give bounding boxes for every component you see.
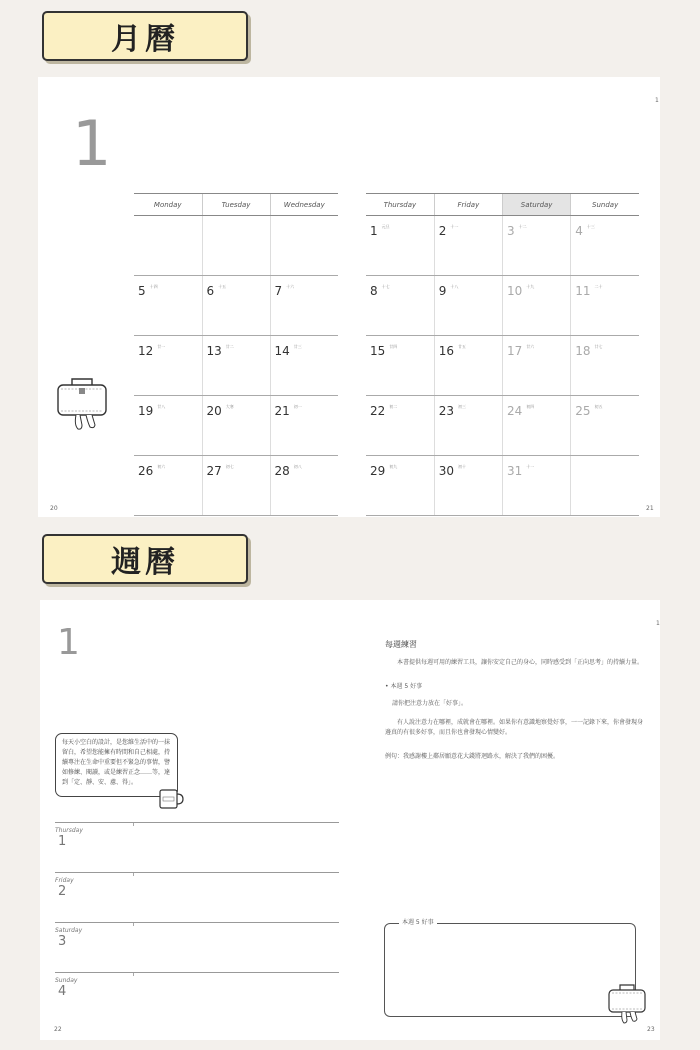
weekly-day-row[interactable] (55, 972, 339, 1023)
day-number (575, 224, 639, 238)
day-number (207, 404, 270, 418)
weekday-number: 4 (58, 984, 67, 999)
lunar-date: 初八 (293, 464, 302, 469)
day-number (575, 344, 639, 358)
mug-illustration (157, 786, 185, 810)
lunar-date: 十六 (286, 284, 295, 289)
corner-mark: 1 (655, 97, 659, 104)
good-things-box (384, 923, 636, 1017)
weekday-label: Thursday (55, 827, 83, 834)
day-number (275, 284, 339, 298)
day-value: 4 (575, 224, 583, 238)
lunar-date: 初七 (225, 464, 234, 469)
calendar-day-cell[interactable] (434, 276, 502, 336)
day-number (439, 464, 502, 478)
day-value: 23 (438, 404, 455, 418)
weekday-number: 3 (58, 934, 67, 949)
day-number (138, 284, 202, 298)
calendar-day-cell[interactable] (134, 336, 202, 396)
lunar-date: 十一 (526, 464, 535, 469)
day-number (507, 404, 570, 418)
lunar-date: 十三 (586, 224, 595, 229)
day-value: 5 (138, 284, 146, 298)
calendar-day-cell[interactable] (366, 216, 434, 276)
weekday-label: Saturday (55, 927, 83, 934)
day-value: 1 (370, 224, 378, 238)
day-number (207, 284, 270, 298)
calendar-day-cell[interactable] (202, 216, 270, 276)
day-value: 29 (370, 464, 386, 478)
lunar-date: 廿二 (225, 344, 234, 349)
weekday-header: Sunday (571, 194, 639, 216)
day-number (507, 344, 570, 358)
day-number (370, 224, 434, 238)
day-number (439, 224, 502, 238)
practice-paragraph-3: 有人說注意力在哪裡，成就會在哪裡。如果你有意識地察覺好事，一一記錄下來，你會發現身邊真的有很多好事，而且你也會發現心情變好。 (385, 719, 644, 736)
weekly-day-row[interactable] (55, 872, 339, 923)
calendar-day-cell[interactable] (434, 216, 502, 276)
monthly-section-tag: 月曆 (42, 11, 248, 61)
lunar-date: 十八 (450, 284, 459, 289)
weekly-page-number-left: 22 (54, 1026, 62, 1033)
day-number (275, 464, 339, 478)
calendar-day-cell[interactable] (503, 276, 571, 336)
day-value: 9 (438, 284, 447, 298)
page-number-left: 20 (50, 505, 58, 512)
calendar-day-cell[interactable] (270, 456, 338, 516)
suitcase-illustration (54, 369, 110, 435)
calendar-week-row (366, 216, 639, 276)
calendar-week-row (366, 396, 639, 456)
calendar-day-cell[interactable] (571, 336, 639, 396)
day-value: 27 (206, 464, 222, 478)
calendar-day-cell[interactable] (202, 276, 270, 336)
calendar-week-row (134, 336, 338, 396)
day-number (138, 464, 202, 478)
calendar-week-row (134, 456, 338, 516)
day-value: 3 (507, 224, 515, 238)
day-number (507, 224, 570, 238)
calendar-day-cell[interactable] (366, 396, 434, 456)
calendar-day-cell[interactable] (270, 396, 338, 456)
lunar-date: 廿一 (157, 344, 166, 349)
lunar-date: 二十 (594, 284, 603, 289)
weekly-day-row[interactable] (55, 922, 339, 973)
day-value: 19 (138, 404, 154, 418)
weekday-header: Monday (134, 194, 202, 216)
lunar-date: 廿五 (458, 344, 467, 349)
weekday-header: Tuesday (202, 194, 270, 216)
day-value: 2 (438, 224, 447, 238)
calendar-day-cell[interactable] (202, 456, 270, 516)
lunar-date: 廿六 (526, 344, 535, 349)
day-value: 24 (507, 404, 523, 418)
calendar-week-row (366, 276, 639, 336)
day-value: 18 (575, 344, 591, 358)
day-number (439, 284, 502, 298)
calendar-day-cell[interactable] (134, 456, 202, 516)
day-value: 13 (206, 344, 222, 358)
lunar-date: 初三 (458, 404, 467, 409)
weekly-page-number-right: 23 (647, 1026, 655, 1033)
lunar-date: 十九 (526, 284, 535, 289)
day-number (275, 404, 339, 418)
calendar-day-cell[interactable] (571, 396, 639, 456)
day-value: 28 (274, 464, 290, 478)
calendar-day-cell[interactable] (503, 336, 571, 396)
lunar-date: 十一 (450, 224, 459, 229)
weekday-label: Sunday (55, 977, 78, 984)
lunar-date: 十五 (218, 284, 227, 289)
lunar-date: 初九 (389, 464, 398, 469)
calendar-day-cell[interactable] (366, 336, 434, 396)
lunar-date: 廿四 (389, 344, 398, 349)
day-number (575, 284, 639, 298)
day-value: 20 (206, 404, 222, 418)
weekday-header: Thursday (366, 194, 434, 216)
practice-example: 例句：我感謝樓上鄰居願意花大錢將迴路水，解決了我們的困擾。 (385, 753, 560, 760)
day-value: 25 (575, 404, 591, 418)
day-number (207, 344, 270, 358)
day-value: 8 (370, 284, 378, 298)
calendar-day-cell[interactable] (134, 396, 202, 456)
calendar-week-row (134, 276, 338, 336)
weekday-header: Saturday (503, 194, 571, 216)
calendar-week-row (134, 216, 338, 276)
practice-title: 每週練習 (385, 640, 417, 649)
calendar-right (366, 193, 639, 516)
day-value: 14 (274, 344, 290, 358)
calendar-week-row (134, 396, 338, 456)
day-number (138, 344, 202, 358)
lunar-date: 元旦 (381, 224, 390, 229)
weekday-label: Friday (55, 877, 74, 884)
day-number (507, 284, 570, 298)
weekly-corner-mark: 1 (656, 620, 660, 627)
monthly-spread (38, 77, 660, 517)
calendar-day-cell[interactable] (503, 396, 571, 456)
calendar-day-cell[interactable] (202, 396, 270, 456)
suitcase-illustration-small (606, 982, 648, 1028)
lunar-date: 廿八 (157, 404, 166, 409)
day-value: 21 (274, 404, 290, 418)
lunar-date: 初二 (389, 404, 398, 409)
calendar-day-cell[interactable] (134, 216, 202, 276)
week-number: 1 (57, 622, 80, 663)
calendar-day-cell[interactable] (202, 336, 270, 396)
day-value: 26 (138, 464, 154, 478)
day-value: 6 (206, 284, 215, 298)
day-number (138, 404, 202, 418)
day-value: 15 (370, 344, 386, 358)
lunar-date: 初一 (293, 404, 302, 409)
day-number (370, 404, 434, 418)
day-number (370, 344, 434, 358)
calendar-day-cell[interactable] (366, 276, 434, 336)
practice-paragraph-2: 請你把注意力放在「好事」。 (392, 700, 468, 707)
day-value: 16 (438, 344, 455, 358)
calendar-day-cell[interactable] (270, 216, 338, 276)
day-value: 10 (507, 284, 523, 298)
calendar-day-cell[interactable] (503, 456, 571, 516)
calendar-day-cell[interactable] (571, 456, 639, 516)
calendar-day-cell[interactable] (270, 276, 338, 336)
lunar-date: 初十 (458, 464, 467, 469)
weekly-section-tag: 週曆 (42, 534, 248, 584)
lunar-date: 十七 (381, 284, 390, 289)
weekly-day-row[interactable] (55, 822, 339, 873)
day-value: 7 (274, 284, 283, 298)
weekday-number: 1 (58, 834, 67, 849)
day-value: 22 (370, 404, 386, 418)
calendar-day-cell[interactable] (434, 336, 502, 396)
day-number (370, 464, 434, 478)
lunar-date: 廿七 (594, 344, 603, 349)
calendar-day-cell[interactable] (571, 216, 639, 276)
calendar-day-cell[interactable] (503, 216, 571, 276)
lunar-date: 廿三 (293, 344, 302, 349)
day-value: 11 (575, 284, 591, 298)
practice-bullet: • 本週 5 好事 (385, 683, 423, 690)
day-number (439, 404, 502, 418)
calendar-day-cell[interactable] (270, 336, 338, 396)
calendar-day-cell[interactable] (434, 396, 502, 456)
page-number-right: 21 (646, 505, 654, 512)
month-number: 1 (72, 107, 112, 180)
day-number (207, 464, 270, 478)
good-things-box-title: 本週 5 好事 (399, 917, 437, 926)
calendar-day-cell[interactable] (434, 456, 502, 516)
calendar-week-row (366, 456, 639, 516)
day-number (575, 404, 639, 418)
day-value: 30 (438, 464, 455, 478)
weekday-header: Wednesday (270, 194, 338, 216)
day-number (370, 284, 434, 298)
practice-paragraph-1: 本書提供每週可用的練習工具，讓你安定自己的身心，同時感受到「正向思考」的持續力量。 (397, 659, 644, 666)
note-text: 每天小空白的設計，是您維生活中的一抹留白，希望您能擁有時間和自己相處，持續專注在生命中重要但不緊急的事情，譬如修練、閱讀，或是練習正念……等，達到「定、靜、安、慮、得」。 (62, 739, 171, 786)
calendar-day-cell[interactable] (134, 276, 202, 336)
calendar-week-row (366, 336, 639, 396)
day-value: 12 (138, 344, 154, 358)
day-number (275, 344, 339, 358)
lunar-date: 十二 (518, 224, 527, 229)
weekday-header: Friday (434, 194, 502, 216)
lunar-date: 初六 (157, 464, 166, 469)
lunar-date: 大寒 (225, 404, 234, 409)
day-value: 31 (507, 464, 523, 478)
day-value: 17 (507, 344, 523, 358)
day-number (439, 344, 502, 358)
weekday-number: 2 (58, 884, 67, 899)
calendar-day-cell[interactable] (366, 456, 434, 516)
day-number (507, 464, 570, 478)
lunar-date: 十四 (149, 284, 158, 289)
calendar-left (134, 193, 338, 516)
calendar-day-cell[interactable] (571, 276, 639, 336)
lunar-date: 初五 (594, 404, 603, 409)
lunar-date: 初四 (526, 404, 535, 409)
